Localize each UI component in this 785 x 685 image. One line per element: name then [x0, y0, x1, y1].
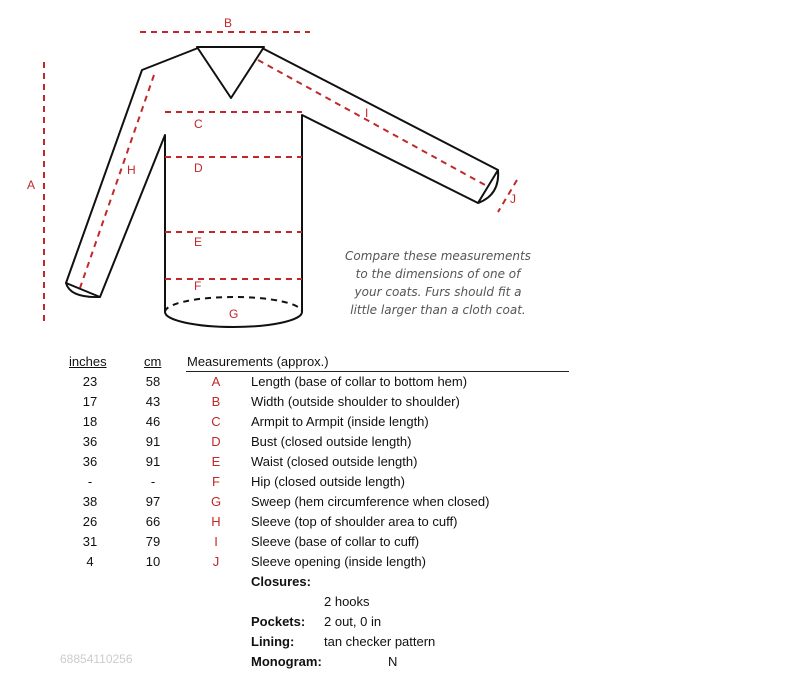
table-row	[0, 532, 785, 552]
table-row	[0, 492, 785, 512]
description-cell: Sweep (hem circumference when closed)	[251, 494, 490, 509]
lining-label: Lining:	[251, 634, 295, 649]
item-id: 68854110256	[60, 652, 133, 666]
collar	[197, 47, 264, 98]
table-row	[0, 552, 785, 572]
label-b: B	[224, 16, 233, 30]
fit-note-line: little larger than a cloth coat.	[350, 303, 526, 317]
description-cell: Waist (closed outside length)	[251, 454, 418, 469]
label-a: A	[27, 178, 36, 192]
description-cell: Sleeve opening (inside length)	[251, 554, 426, 569]
inches-cell: 23	[82, 374, 98, 389]
cm-cell: 91	[145, 454, 161, 469]
letter-cell: E	[211, 454, 221, 469]
cm-cell: 46	[145, 414, 161, 429]
letter-cell: F	[212, 474, 220, 489]
inches-cell: 36	[82, 454, 98, 469]
description-cell: Sleeve (top of shoulder area to cuff)	[251, 514, 458, 529]
label-g: G	[229, 307, 239, 321]
letter-cell: B	[211, 394, 221, 409]
inches-cell: 38	[82, 494, 98, 509]
table-row	[0, 432, 785, 452]
table-row	[0, 472, 785, 492]
cm-cell: 66	[145, 514, 161, 529]
fit-note-line: Compare these measurements	[345, 249, 531, 263]
fit-note-line: your coats. Furs should fit a	[354, 285, 522, 299]
letter-cell: I	[214, 534, 218, 549]
table-row	[0, 452, 785, 472]
letter-cell: D	[211, 434, 221, 449]
cm-cell: 10	[145, 554, 161, 569]
cm-cell: 58	[145, 374, 161, 389]
inches-cell: 36	[82, 434, 98, 449]
fit-note	[338, 247, 538, 319]
fit-note-line: to the dimensions of one of	[355, 267, 521, 281]
pockets-value: 2 out, 0 in	[324, 614, 382, 629]
header-cm: cm	[144, 354, 162, 369]
closures-value: 2 hooks	[324, 594, 370, 609]
letter-cell: A	[211, 374, 221, 389]
description-cell: Armpit to Armpit (inside length)	[251, 414, 429, 429]
description-cell: Hip (closed outside length)	[251, 474, 405, 489]
label-f: F	[194, 279, 202, 293]
header-inches: inches	[69, 354, 107, 369]
table-row	[0, 372, 785, 392]
letter-cell: C	[211, 414, 221, 429]
letter-cell: G	[210, 494, 222, 509]
inches-cell: 17	[82, 394, 98, 409]
inches-cell: 18	[82, 414, 98, 429]
description-cell: Length (base of collar to bottom hem)	[251, 374, 468, 389]
monogram-label: Monogram:	[251, 654, 322, 669]
label-j: J	[510, 192, 516, 206]
cm-cell: 97	[145, 494, 161, 509]
cm-cell: -	[150, 474, 156, 489]
table-row	[0, 412, 785, 432]
description-cell: Width (outside shoulder to shoulder)	[251, 394, 460, 409]
closures-label: Closures:	[251, 574, 311, 589]
letter-cell: H	[211, 514, 221, 529]
cm-cell: 91	[145, 434, 161, 449]
table-row	[0, 392, 785, 412]
label-i: I	[365, 106, 369, 120]
cm-cell: 43	[145, 394, 161, 409]
header-measurements: Measurements (approx.)	[187, 354, 329, 369]
measure-line-i	[258, 60, 485, 185]
lining-value: tan checker pattern	[324, 634, 436, 649]
label-d: D	[194, 161, 203, 175]
inches-cell: 26	[82, 514, 98, 529]
letter-cell: J	[212, 554, 220, 569]
description-cell: Bust (closed outside length)	[251, 434, 412, 449]
label-c: C	[194, 117, 203, 131]
inches-cell: 31	[82, 534, 98, 549]
monogram-value: N	[388, 654, 398, 669]
description-cell: Sleeve (base of collar to cuff)	[251, 534, 420, 549]
inches-cell: -	[87, 474, 93, 489]
inches-cell: 4	[86, 554, 94, 569]
cm-cell: 79	[145, 534, 161, 549]
table-row	[0, 512, 785, 532]
label-e: E	[194, 235, 203, 249]
label-h: H	[127, 163, 136, 177]
pockets-label: Pockets:	[251, 614, 306, 629]
